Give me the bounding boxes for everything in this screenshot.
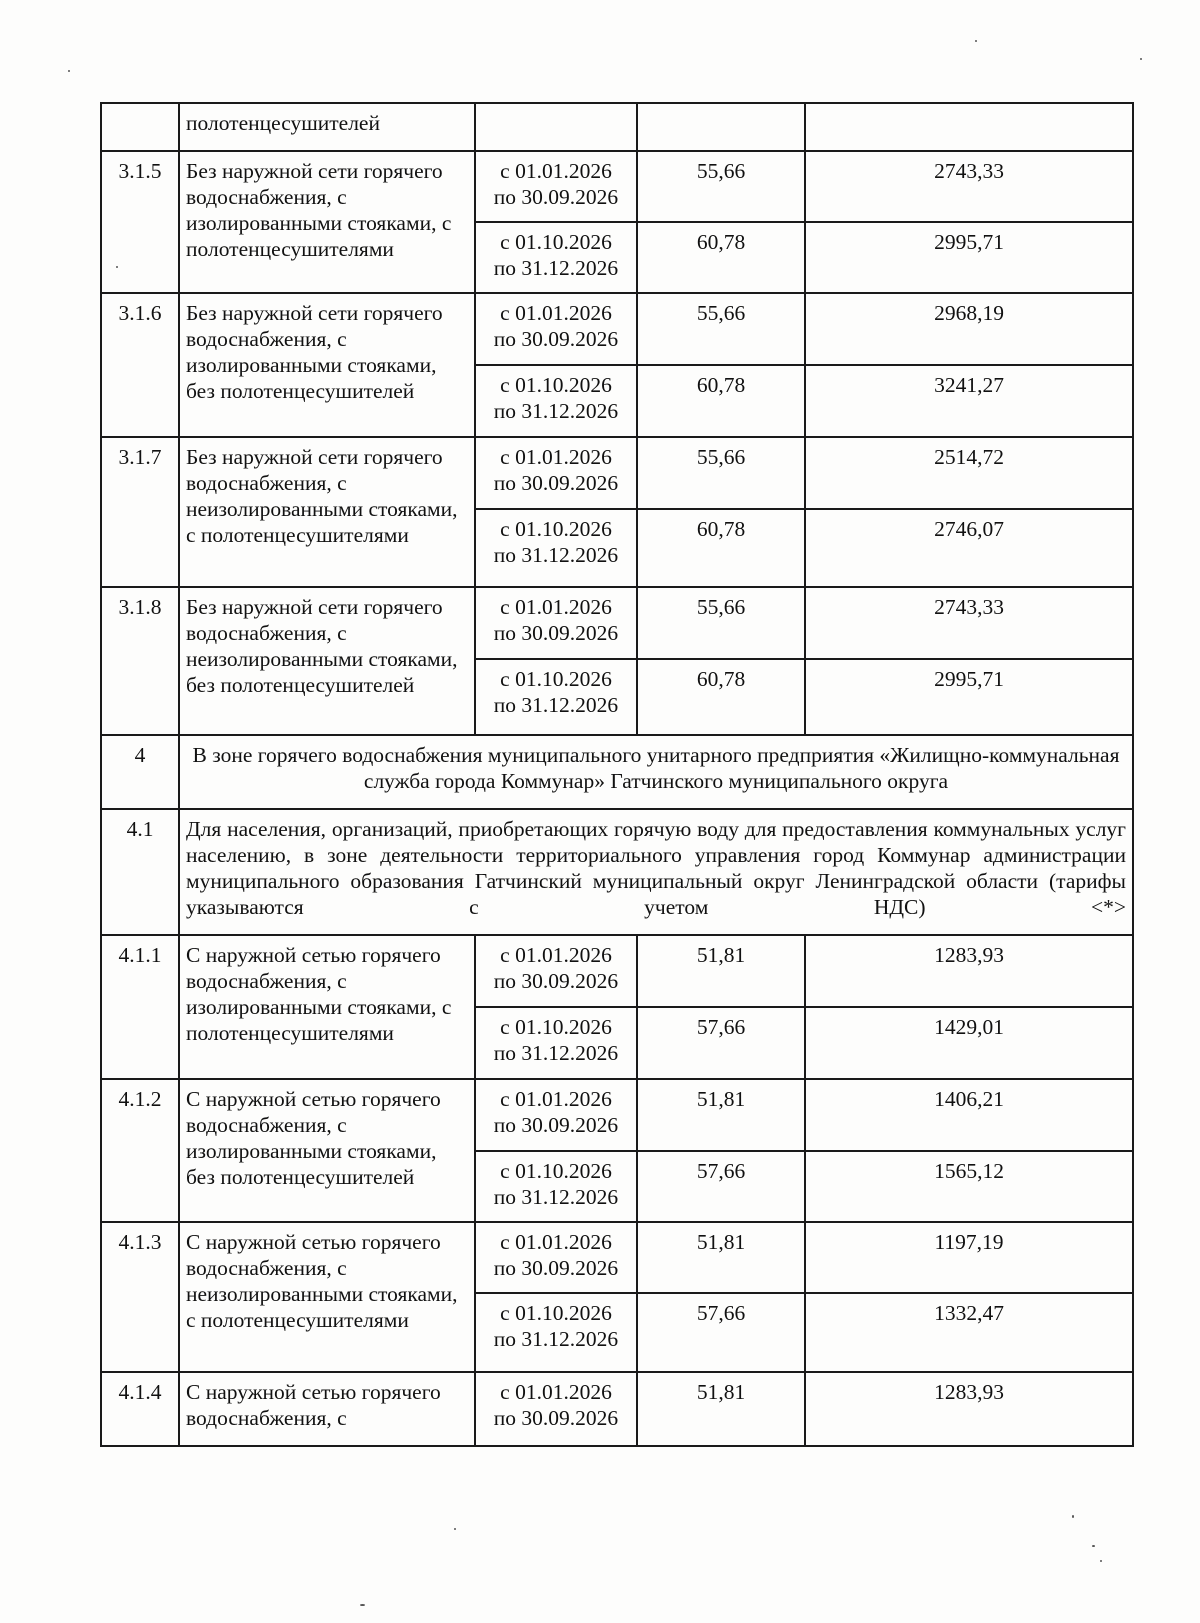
subsection-text: Для населения, организаций, приобретающих горячую воду для предоставления коммунальных услуг населению, в зоне деятельности территориального управления город Коммунар администрации муниципального образования Гатчинский муниципальный округ Ленинградской области (тарифы указываются с учетом НДС) <*> (179, 809, 1133, 935)
rate-cell: 55,66 (637, 151, 805, 222)
rate-cell: 60,78 (637, 365, 805, 437)
row-description: С наружной сетью горячего водоснабжения, с (179, 1372, 475, 1446)
row-number: 4.1.2 (101, 1079, 179, 1222)
tariff-cell: 2514,72 (805, 437, 1133, 509)
scan-speck (360, 1604, 365, 1606)
period-to: по 31.12.2026 (493, 256, 619, 280)
period-from: с 01.01.2026 (500, 301, 612, 325)
row-number: 3.1.7 (101, 437, 179, 587)
scan-speck (975, 40, 977, 42)
rate-cell: 60,78 (637, 222, 805, 293)
scan-speck (116, 266, 118, 268)
period-from: с 01.10.2026 (500, 1159, 612, 1183)
period-to: по 30.09.2026 (493, 471, 619, 495)
rate-cell: 51,81 (637, 1222, 805, 1293)
row-number: 3.1.6 (101, 293, 179, 437)
row-number: 4.1.4 (101, 1372, 179, 1446)
period-cell (475, 587, 637, 659)
period-to: по 30.09.2026 (493, 621, 619, 645)
period-to: по 31.12.2026 (493, 1185, 619, 1209)
tariff-cell: 2995,71 (805, 659, 1133, 735)
scan-speck (1100, 1560, 1102, 1562)
scan-speck (1072, 1515, 1074, 1518)
rate-cell: 55,66 (637, 437, 805, 509)
row-description: Без наружной сети горячего водоснабжения, с изолированными стояками, с полотенцесушителями (179, 151, 475, 293)
section-row (101, 735, 1133, 809)
scan-speck (454, 1528, 456, 1530)
period-to: по 30.09.2026 (493, 1113, 619, 1137)
period-cell (475, 1007, 637, 1079)
rate-cell: 55,66 (637, 293, 805, 365)
period-from: с 01.01.2026 (500, 1230, 612, 1254)
period-cell (475, 103, 637, 151)
period-to: по 31.12.2026 (493, 693, 619, 717)
row-description: Без наружной сети горячего водоснабжения, с неизолированными стояками, без полотенцесушителей (179, 587, 475, 735)
tariff-cell: 1283,93 (805, 1372, 1133, 1446)
row-number: 4.1.1 (101, 935, 179, 1079)
row-number: 3.1.8 (101, 587, 179, 735)
table-row (101, 935, 1133, 1007)
period-from: с 01.01.2026 (500, 445, 612, 469)
period-from: с 01.01.2026 (500, 159, 612, 183)
scan-speck (68, 70, 70, 72)
period-cell (475, 1293, 637, 1372)
tariff-cell: 3241,27 (805, 365, 1133, 437)
table-row (101, 103, 1133, 151)
table-row (101, 293, 1133, 365)
period-cell (475, 365, 637, 437)
period-cell (475, 1079, 637, 1151)
row-number: 3.1.5 (101, 151, 179, 293)
rate-cell: 57,66 (637, 1007, 805, 1079)
period-to: по 31.12.2026 (493, 1327, 619, 1351)
row-description: С наружной сетью горячего водоснабжения, с изолированными стояками, с полотенцесушителями (179, 935, 475, 1079)
table-row (101, 1079, 1133, 1151)
period-cell (475, 1372, 637, 1446)
rate-cell: 60,78 (637, 509, 805, 587)
period-to: по 31.12.2026 (493, 1041, 619, 1065)
tariff-table (100, 102, 1134, 1447)
period-cell (475, 151, 637, 222)
rate-cell: 60,78 (637, 659, 805, 735)
period-from: с 01.10.2026 (500, 1301, 612, 1325)
scan-speck (1140, 58, 1142, 60)
period-from: с 01.01.2026 (500, 943, 612, 967)
rate-cell: 51,81 (637, 1079, 805, 1151)
tariff-cell: 1565,12 (805, 1151, 1133, 1222)
table-row (101, 151, 1133, 222)
tariff-cell: 2746,07 (805, 509, 1133, 587)
rate-cell: 51,81 (637, 1372, 805, 1446)
row-number: 4 (101, 735, 179, 809)
period-cell (475, 1151, 637, 1222)
rate-cell: 55,66 (637, 587, 805, 659)
period-to: по 31.12.2026 (493, 543, 619, 567)
rate-cell: 51,81 (637, 935, 805, 1007)
period-cell (475, 659, 637, 735)
period-cell (475, 293, 637, 365)
period-to: по 30.09.2026 (493, 969, 619, 993)
row-description: С наружной сетью горячего водоснабжения, с неизолированными стояками, с полотенцесушителями (179, 1222, 475, 1372)
period-cell (475, 1222, 637, 1293)
tariff-cell: 2995,71 (805, 222, 1133, 293)
row-number: 4.1 (101, 809, 179, 935)
row-description: Без наружной сети горячего водоснабжения, с изолированными стояками, без полотенцесушителей (179, 293, 475, 437)
period-to: по 31.12.2026 (493, 399, 619, 423)
tariff-cell: 1332,47 (805, 1293, 1133, 1372)
period-from: с 01.10.2026 (500, 517, 612, 541)
period-from: с 01.10.2026 (500, 1015, 612, 1039)
row-number (101, 103, 179, 151)
period-from: с 01.10.2026 (500, 667, 612, 691)
period-cell (475, 437, 637, 509)
tariff-cell: 2968,19 (805, 293, 1133, 365)
table-row (101, 1222, 1133, 1293)
scan-speck (1092, 1545, 1095, 1547)
period-from: с 01.01.2026 (500, 1087, 612, 1111)
tariff-cell: 2743,33 (805, 587, 1133, 659)
period-to: по 30.09.2026 (493, 1256, 619, 1280)
rate-cell: 57,66 (637, 1151, 805, 1222)
period-cell (475, 935, 637, 1007)
table-row (101, 1372, 1133, 1446)
table-row (101, 437, 1133, 509)
period-cell (475, 509, 637, 587)
tariff-cell: 1283,93 (805, 935, 1133, 1007)
period-from: с 01.10.2026 (500, 230, 612, 254)
period-to: по 30.09.2026 (493, 327, 619, 351)
table-row (101, 587, 1133, 659)
rate-cell (637, 103, 805, 151)
tariff-cell: 2743,33 (805, 151, 1133, 222)
rate-cell: 57,66 (637, 1293, 805, 1372)
section-heading: В зоне горячего водоснабжения муниципального унитарного предприятия «Жилищно-коммунальная служба города Коммунар» Гатчинского муниципального округа (179, 735, 1133, 809)
tariff-cell: 1429,01 (805, 1007, 1133, 1079)
period-from: с 01.01.2026 (500, 1380, 612, 1404)
period-from: с 01.10.2026 (500, 373, 612, 397)
row-description: С наружной сетью горячего водоснабжения, с изолированными стояками, без полотенцесушителей (179, 1079, 475, 1222)
row-description: полотенцесушителей (179, 103, 475, 151)
section-row (101, 809, 1133, 935)
period-cell (475, 222, 637, 293)
row-number: 4.1.3 (101, 1222, 179, 1372)
tariff-cell: 1406,21 (805, 1079, 1133, 1151)
tariff-cell: 1197,19 (805, 1222, 1133, 1293)
period-to: по 30.09.2026 (493, 185, 619, 209)
period-to: по 30.09.2026 (493, 1406, 619, 1430)
row-description: Без наружной сети горячего водоснабжения, с неизолированными стояками, с полотенцесушителями (179, 437, 475, 587)
period-from: с 01.01.2026 (500, 595, 612, 619)
tariff-cell (805, 103, 1133, 151)
